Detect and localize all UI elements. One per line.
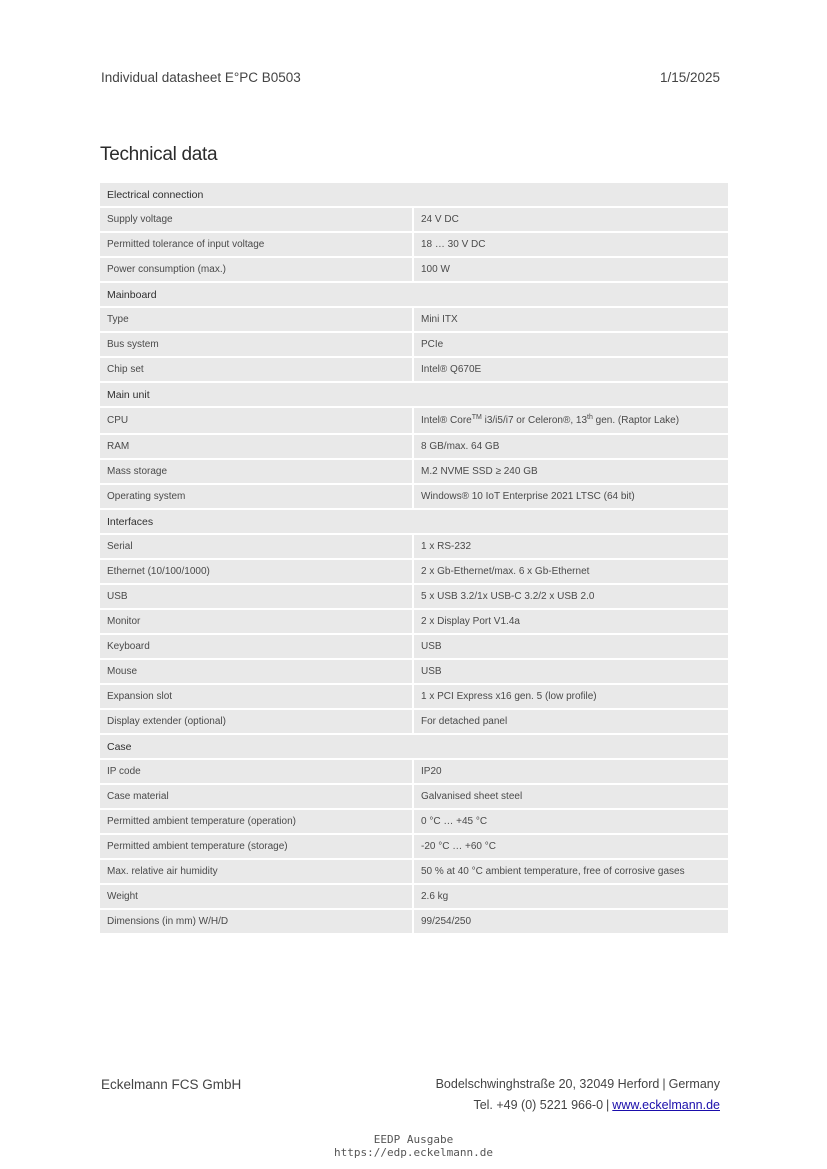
spec-label: Permitted ambient temperature (operation) (100, 810, 414, 833)
document-header-date: 1/15/2025 (659, 70, 720, 85)
spec-row (100, 333, 728, 356)
section-header-label: Interfaces (100, 510, 728, 533)
spec-label: Mass storage (100, 460, 414, 483)
spec-label: Supply voltage (100, 208, 414, 231)
section-header-row (100, 735, 728, 758)
spec-label: Power consumption (max.) (100, 258, 414, 281)
spec-label: Max. relative air humidity (100, 860, 414, 883)
footer-contact (473, 1098, 720, 1112)
spec-value: USB (414, 660, 728, 683)
spec-value: Windows® 10 IoT Enterprise 2021 LTSC (64 bit) (414, 485, 728, 508)
spec-value: 0 °C … +45 °C (414, 810, 728, 833)
section-header-label: Main unit (100, 383, 728, 406)
spec-value: 50 % at 40 °C ambient temperature, free of corrosive gases (414, 860, 728, 883)
footer-separator: | (606, 1098, 610, 1112)
spec-value: 99/254/250 (414, 910, 728, 933)
spec-value-superscript: th (587, 414, 593, 421)
spec-label: Weight (100, 885, 414, 908)
footer-address (436, 1077, 720, 1091)
source-stamp-url: https://edp.eckelmann.de (334, 1146, 493, 1159)
spec-label: Display extender (optional) (100, 710, 414, 733)
footer-website-link[interactable]: www.eckelmann.de (612, 1098, 720, 1112)
spec-label: Serial (100, 535, 414, 558)
spec-value: 2.6 kg (414, 885, 728, 908)
spec-label: IP code (100, 760, 414, 783)
spec-value: 8 GB/max. 64 GB (414, 435, 728, 458)
spec-row (100, 660, 728, 683)
section-header-label: Electrical connection (100, 183, 728, 206)
spec-row (100, 460, 728, 483)
spec-row (100, 208, 728, 231)
spec-row (100, 635, 728, 658)
spec-row (100, 910, 728, 933)
section-header-row (100, 283, 728, 306)
spec-row (100, 785, 728, 808)
spec-label: Permitted tolerance of input voltage (100, 233, 414, 256)
footer-address-street: Bodelschwinghstraße 20, 32049 Herford (435, 1077, 660, 1091)
spec-row (100, 485, 728, 508)
spec-row (100, 835, 728, 858)
footer-country: Germany (668, 1077, 720, 1091)
spec-value-part: gen. (Raptor Lake) (592, 415, 680, 426)
spec-row (100, 685, 728, 708)
spec-label: USB (100, 585, 414, 608)
section-header-label: Case (100, 735, 728, 758)
spec-row (100, 610, 728, 633)
section-title: Technical data (100, 144, 218, 165)
spec-row (100, 258, 728, 281)
spec-value: 100 W (414, 258, 728, 281)
spec-value: 2 x Display Port V1.4a (414, 610, 728, 633)
spec-value: 18 … 30 V DC (414, 233, 728, 256)
footer-separator: | (662, 1077, 666, 1091)
spec-value-superscript: TM (471, 414, 482, 421)
spec-label: Operating system (100, 485, 414, 508)
spec-value: 1 x RS-232 (414, 535, 728, 558)
spec-value: USB (414, 635, 728, 658)
spec-row (100, 710, 728, 733)
section-header-row (100, 183, 728, 206)
section-header-row (100, 510, 728, 533)
spec-row (100, 860, 728, 883)
spec-row (100, 233, 728, 256)
spec-label: Monitor (100, 610, 414, 633)
spec-label: Case material (100, 785, 414, 808)
spec-value: 24 V DC (414, 208, 728, 231)
spec-value (414, 408, 728, 433)
spec-row (100, 435, 728, 458)
spec-label: Keyboard (100, 635, 414, 658)
spec-row (100, 885, 728, 908)
spec-label: Type (100, 308, 414, 331)
spec-value-part: i3/i5/i7 or Celeron®, 13 (481, 415, 588, 426)
footer-company: Eckelmann FCS GmbH (101, 1077, 242, 1092)
spec-row (100, 408, 728, 433)
spec-label: CPU (100, 408, 414, 433)
spec-value-part: Intel® Core (421, 415, 472, 426)
document-header-title: Individual datasheet E°PC B0503 (101, 70, 301, 85)
spec-row (100, 760, 728, 783)
footer-phone: Tel. +49 (0) 5221 966-0 (473, 1098, 604, 1112)
source-stamp (0, 1133, 827, 1159)
spec-row (100, 535, 728, 558)
spec-value: 5 x USB 3.2/1x USB-C 3.2/2 x USB 2.0 (414, 585, 728, 608)
spec-value: PCIe (414, 333, 728, 356)
technical-data-table (100, 181, 728, 935)
spec-value: IP20 (414, 760, 728, 783)
spec-value: -20 °C … +60 °C (414, 835, 728, 858)
spec-value: 2 x Gb-Ethernet/max. 6 x Gb-Ethernet (414, 560, 728, 583)
spec-label: Ethernet (10/100/1000) (100, 560, 414, 583)
spec-value: M.2 NVME SSD ≥ 240 GB (414, 460, 728, 483)
spec-label: Mouse (100, 660, 414, 683)
spec-value: Galvanised sheet steel (414, 785, 728, 808)
spec-row (100, 308, 728, 331)
spec-row (100, 810, 728, 833)
spec-value: Intel® Q670E (414, 358, 728, 381)
spec-label: RAM (100, 435, 414, 458)
section-header-label: Mainboard (100, 283, 728, 306)
spec-label: Dimensions (in mm) W/H/D (100, 910, 414, 933)
spec-label: Permitted ambient temperature (storage) (100, 835, 414, 858)
spec-row (100, 358, 728, 381)
spec-row (100, 560, 728, 583)
spec-row (100, 585, 728, 608)
section-header-row (100, 383, 728, 406)
source-stamp-title: EEDP Ausgabe (373, 1133, 454, 1146)
spec-label: Expansion slot (100, 685, 414, 708)
spec-value: 1 x PCI Express x16 gen. 5 (low profile) (414, 685, 728, 708)
spec-value: For detached panel (414, 710, 728, 733)
spec-label: Bus system (100, 333, 414, 356)
spec-label: Chip set (100, 358, 414, 381)
spec-value: Mini ITX (414, 308, 728, 331)
